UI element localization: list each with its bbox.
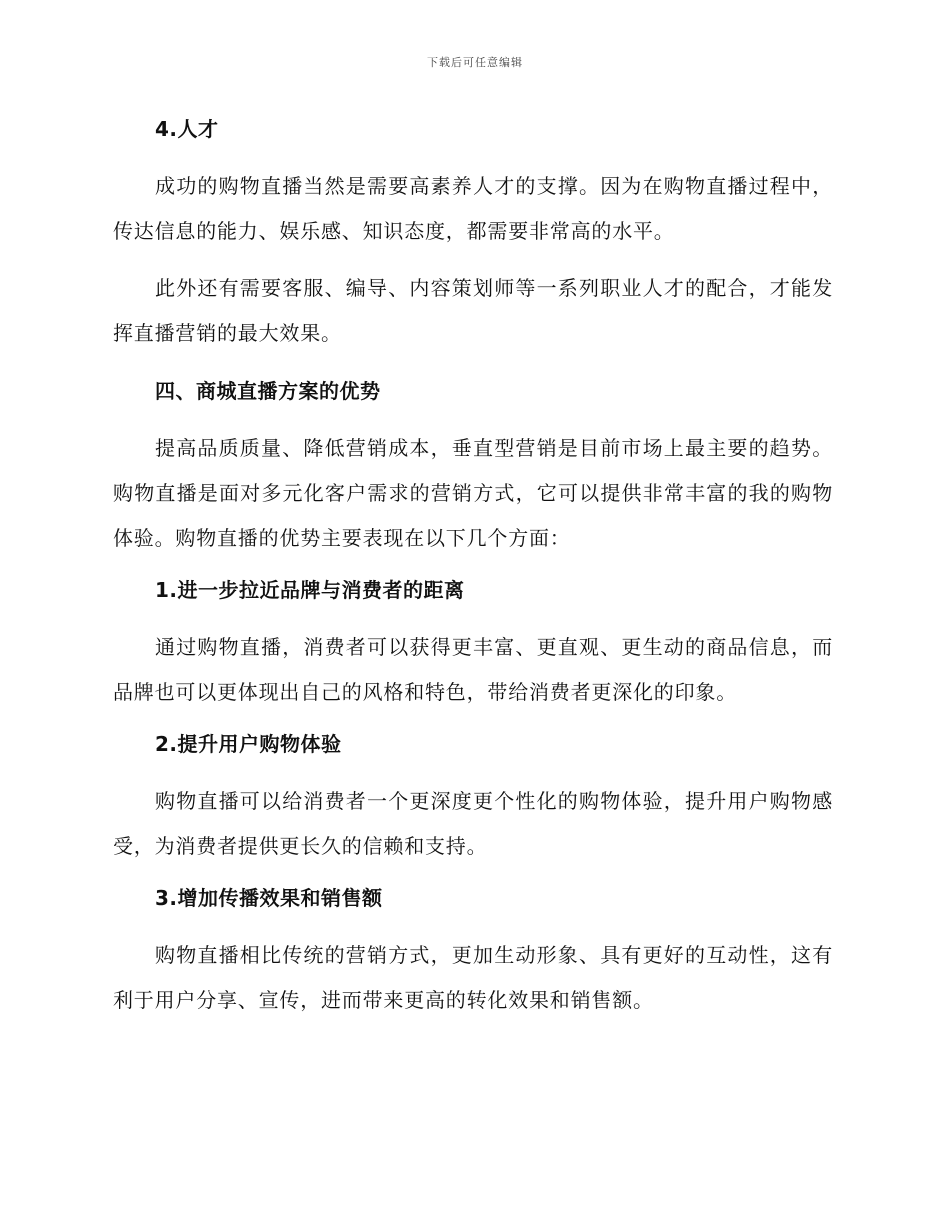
section-heading-adv2: 2.提升用户购物体验: [155, 732, 342, 756]
paragraph-adv1: 通过购物直播，消费者可以获得更丰富、更直观、更生动的商品信息，而品牌也可以更体现出自己的风格和特色，带给消费者更深化的印象。: [113, 635, 833, 704]
paragraph-talent-1: 成功的购物直播当然是需要高素养人才的支撑。因为在购物直播过程中，传达信息的能力、娱乐感、知识态度，都需要非常高的水平。: [113, 174, 833, 243]
page-header-note: 下载后可任意编辑: [427, 56, 523, 69]
paragraph-advantages-intro: 提高品质质量、降低营销成本，垂直型营销是目前市场上最主要的趋势。购物直播是面对多元化客户需求的营销方式，它可以提供非常丰富的我的购物体验。购物直播的优势主要表现在以下几个方面：: [113, 436, 833, 550]
document-body: [113, 112, 833, 1023]
section-heading-adv3: 3.增加传播效果和销售额: [155, 886, 383, 910]
section-heading-adv1: 1.进一步拉近品牌与消费者的距离: [155, 578, 465, 602]
paragraph-talent-2: 此外还有需要客服、编导、内容策划师等一系列职业人才的配合，才能发挥直播营销的最大效果。: [113, 276, 833, 345]
paragraph-adv2: 购物直播可以给消费者一个更深度更个性化的购物体验，提升用户购物感受，为消费者提供更长久的信赖和支持。: [113, 789, 833, 858]
section-heading-advantages: 四、商城直播方案的优势: [155, 379, 381, 403]
paragraph-adv3: 购物直播相比传统的营销方式，更加生动形象、具有更好的互动性，这有利于用户分享、宣传，进而带来更高的转化效果和销售额。: [113, 943, 833, 1012]
section-heading-talent: 4.人才: [155, 117, 219, 141]
